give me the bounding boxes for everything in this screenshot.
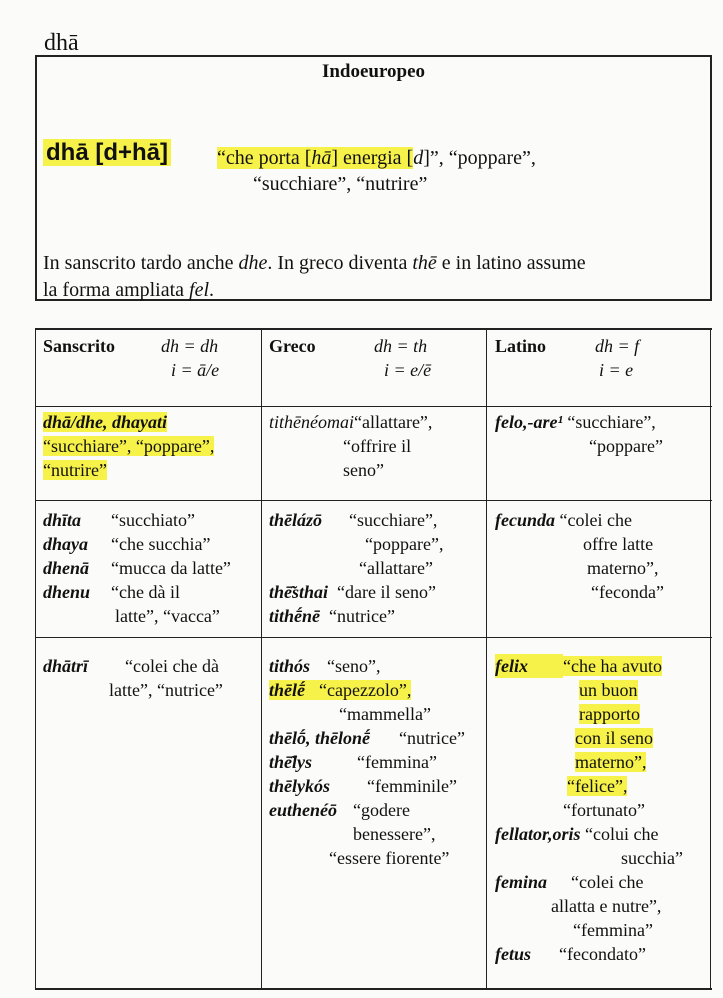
- cell-latino-1: [495, 410, 663, 458]
- row-divider: [35, 500, 712, 501]
- gloss-line2: “succhiare”, “nutrire”: [253, 173, 428, 195]
- term: thēlṓ, thēlonḗ: [269, 728, 371, 748]
- gloss: “nutrice”: [329, 606, 395, 626]
- gloss: “fecondato”: [559, 944, 646, 964]
- term: thē͂sthai: [269, 582, 329, 602]
- gloss: “colei che: [571, 872, 644, 892]
- gloss-part: ]”, “poppare”,: [423, 147, 536, 169]
- cell-sanscrito-2: [43, 508, 231, 628]
- cell-greco-1: [269, 410, 432, 482]
- root-term: [43, 139, 171, 167]
- row-divider: [35, 406, 712, 407]
- gloss: “succhiare”,: [567, 412, 656, 432]
- note-part: la forma ampliata: [43, 279, 190, 301]
- gloss: “nutrice”: [399, 728, 465, 748]
- gloss: “fortunato”: [563, 800, 645, 820]
- gloss: offre latte: [583, 534, 654, 554]
- gloss: con il seno: [575, 728, 653, 748]
- gloss: “offrire il: [343, 436, 412, 456]
- cell-latino-3: [495, 654, 683, 966]
- header-rule: dh = dh: [161, 336, 219, 356]
- root-term-text: dhā [d+hā]: [43, 139, 171, 166]
- note-part: dhe: [238, 252, 268, 274]
- column-divider: [486, 330, 487, 988]
- gloss: “succhiato”: [111, 510, 195, 530]
- gloss: un buon: [579, 680, 638, 700]
- gloss: “allattare”: [359, 558, 433, 578]
- gloss: allatta e nutre”,: [551, 896, 662, 916]
- cell-latino-2: [495, 508, 664, 604]
- root-note: [43, 250, 703, 304]
- cell-sanscrito-3: [43, 654, 223, 702]
- gloss: “mucca da latte”: [111, 558, 231, 578]
- term: felix: [495, 654, 563, 678]
- note-part: In sanscrito tardo anche: [43, 252, 239, 274]
- column-divider: [261, 330, 262, 988]
- gloss: “colui che: [585, 824, 659, 844]
- gloss: “succhiare”, “poppare”,: [43, 436, 215, 456]
- indoeuropean-heading: Indoeuropeo: [321, 61, 426, 82]
- term: dhīta: [43, 510, 82, 530]
- term: felo,-are¹: [495, 412, 563, 432]
- gloss: “capezzolo”,: [319, 680, 412, 700]
- term: thē͂lys: [269, 752, 312, 772]
- gloss: “che ha avuto: [563, 656, 662, 676]
- gloss: “nutrire”: [43, 460, 107, 480]
- gloss-part: d: [413, 147, 424, 169]
- gloss-part: “che porta [: [217, 147, 312, 169]
- gloss: “poppare”,: [365, 534, 444, 554]
- term: fecunda: [495, 510, 555, 530]
- term: thēlḗ: [269, 680, 305, 700]
- gloss: “essere fiorente”: [329, 848, 450, 868]
- cell-greco-2: [269, 508, 443, 628]
- note-part: e in latino assume: [436, 252, 586, 274]
- indoeuropean-box: [35, 55, 712, 301]
- header-lang: Latino: [495, 336, 547, 356]
- gloss: “femminile”: [367, 776, 457, 796]
- term: fellator,oris: [495, 824, 581, 844]
- gloss: benessere”,: [353, 824, 436, 844]
- term: thēlykós: [269, 776, 330, 796]
- gloss: “succhiare”,: [349, 510, 438, 530]
- gloss: “femmina”: [573, 920, 653, 940]
- root-gloss: [217, 145, 697, 197]
- table-border: [35, 330, 36, 988]
- gloss: “godere: [353, 800, 410, 820]
- table-border: [710, 330, 711, 988]
- term: fetus: [495, 944, 531, 964]
- header-rule: i = ā/e: [171, 360, 220, 380]
- gloss: “femmina”: [357, 752, 437, 772]
- gloss: latte”, “vacca”: [115, 606, 220, 626]
- gloss: “seno”,: [327, 656, 381, 676]
- gloss: “allattare”,: [353, 412, 433, 432]
- gloss: “che succhia”: [111, 534, 211, 554]
- header-rule: i = e: [599, 360, 634, 380]
- cell-greco-3: [269, 654, 465, 870]
- gloss-part: ] energia [: [331, 147, 414, 169]
- term: dhā/dhe, dhayati: [43, 412, 168, 432]
- gloss: latte”, “nutrice”: [109, 680, 223, 700]
- note-part: . In greco diventa: [267, 252, 413, 274]
- etymology-table: [35, 328, 712, 990]
- gloss: “poppare”: [589, 436, 663, 456]
- gloss: “colei che: [559, 510, 632, 530]
- term: dhenā: [43, 558, 90, 578]
- term: dhātrī: [43, 656, 89, 676]
- gloss: “colei che dà: [125, 656, 219, 676]
- term: dhenu: [43, 582, 91, 602]
- term: tithós: [269, 656, 311, 676]
- gloss: “mammella”: [339, 704, 431, 724]
- gloss: “felice”,: [567, 776, 628, 796]
- term: femina: [495, 872, 547, 892]
- header-greco: [269, 334, 483, 380]
- gloss: rapporto: [579, 704, 640, 724]
- note-part: fel: [189, 279, 210, 301]
- note-part: thē: [412, 252, 437, 274]
- gloss: succhia”: [621, 848, 683, 868]
- header-rule: dh = f: [595, 336, 640, 356]
- gloss: seno”: [343, 460, 384, 480]
- cell-sanscrito-1: [43, 410, 214, 482]
- term: euthenéō: [269, 800, 338, 820]
- gloss: materno”,: [587, 558, 659, 578]
- gloss: “feconda”: [591, 582, 664, 602]
- header-lang: Sanscrito: [43, 336, 115, 356]
- gloss-part: hā: [311, 147, 332, 169]
- term: tithḗnē: [269, 606, 321, 626]
- page-title: dhā: [44, 30, 79, 56]
- gloss: “dare il seno”: [337, 582, 436, 602]
- header-rule: dh = th: [374, 336, 428, 356]
- header-rule: i = e/ē: [384, 360, 432, 380]
- note-part: .: [209, 279, 215, 301]
- gloss: “che dà il: [111, 582, 180, 602]
- term: dhaya: [43, 534, 88, 554]
- header-sanscrito: [43, 334, 257, 380]
- row-divider: [35, 637, 712, 638]
- header-latino: [495, 334, 707, 380]
- gloss: materno”,: [575, 752, 647, 772]
- term: tithēnéomai: [269, 412, 354, 432]
- term: thēlázō: [269, 510, 323, 530]
- header-lang: Greco: [269, 336, 316, 356]
